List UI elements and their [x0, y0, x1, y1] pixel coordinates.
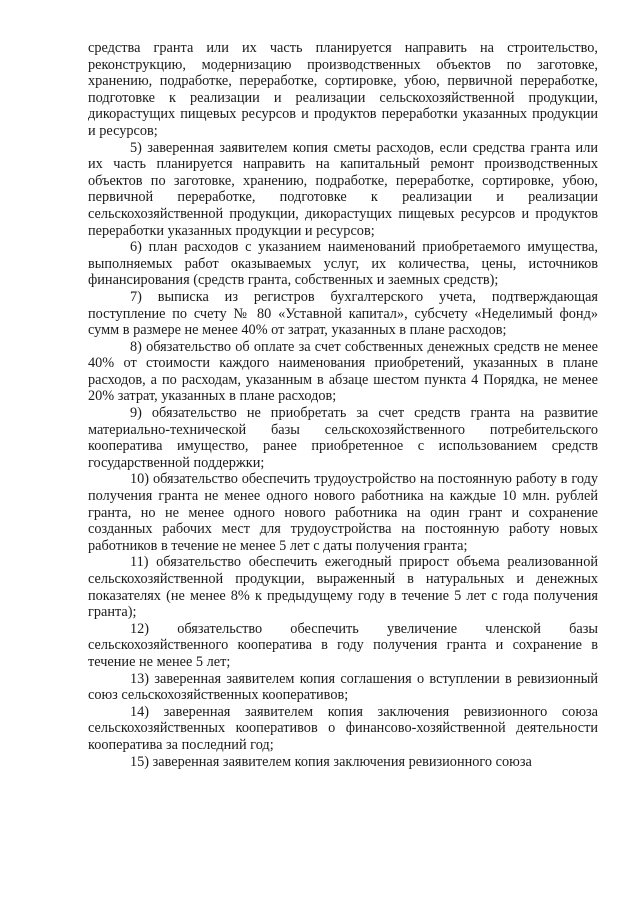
list-item-11: 11) обязательство обеспечить ежегодный прирост объема реализованной сельскохозяйственной продукции, выраженный в натуральных и денежных показателях (не менее 8% к предыдущему году в течение 5 лет с года получения гранта);: [88, 554, 598, 621]
list-item-14: 14) заверенная заявителем копия заключения ревизионного союза сельскохозяйственных кооперативов о финансово-хозяйственной деятельности кооператива за последний год;: [88, 703, 598, 753]
list-item-5: 5) заверенная заявителем копия сметы расходов, если средства гранта или их часть планируется направить на капитальный ремонт производственных объектов по заготовке, хранению, подработке, переработке, сортировке, убою, первичной переработке, подготовке к реализации и реализации сельскохозяйственной продукции, дикорастущих пищевых ресурсов и продуктов переработки указанных продукции и ресурсов;: [88, 139, 598, 239]
list-item-9: 9) обязательство не приобретать за счет средств гранта на развитие материально-технической базы сельскохозяйственного потребительского кооператива имущество, ранее приобретенное с использованием средств государственной поддержки;: [88, 405, 598, 471]
list-item-12: 12) обязательство обеспечить увеличение членской базы сельскохозяйственного кооператива в году получения гранта и сохранение в течение не менее 5 лет;: [88, 620, 598, 670]
list-item-6: 6) план расходов с указанием наименований приобретаемого имущества, выполняемых работ оказываемых услуг, их количества, цены, источников финансирования (средств гранта, собственных и заемных средств);: [88, 239, 598, 289]
paragraph-continuation: средства гранта или их часть планируется направить на строительство, реконструкцию, модернизацию производственных объектов по заготовке, хранению, подработке, переработке, сортировке, убою, первичной переработке, подготовке к реализации и реализации сельскохозяйственной продукции, дикорастущих пищевых ресурсов и продуктов переработки указанных продукции и ресурсов;: [88, 40, 598, 139]
list-item-8: 8) обязательство об оплате за счет собственных денежных средств не менее 40% от стоимости каждого наименования приобретений, указанных в плане расходов, а по расходам, указанным в абзаце шестом пункта 4 Порядка, не менее 20% затрат, указанных в плане расходов;: [88, 338, 598, 405]
list-item-13: 13) заверенная заявителем копия соглашения о вступлении в ревизионный союз сельскохозяйственных кооперативов;: [88, 670, 598, 704]
list-item-10: 10) обязательство обеспечить трудоустройство на постоянную работу в году получения гранта не менее одного нового работника на каждые 10 млн. рублей гранта, но не менее одного нового работника на один грант и сохранение созданных рабочих мест для трудоустройства на постоянную работу новых работников в течение не менее 5 лет с даты получения гранта;: [88, 471, 598, 554]
list-item-15: 15) заверенная заявителем копия заключения ревизионного союза: [130, 753, 532, 770]
list-item-7: 7) выписка из регистров бухгалтерского учета, подтверждающая поступление по счету № 80 «Уставной капитал», субсчету «Неделимый фонд» сумм в размере не менее 40% от затрат, указанных в плане расходов;: [88, 288, 598, 339]
document-page: [88, 40, 598, 770]
